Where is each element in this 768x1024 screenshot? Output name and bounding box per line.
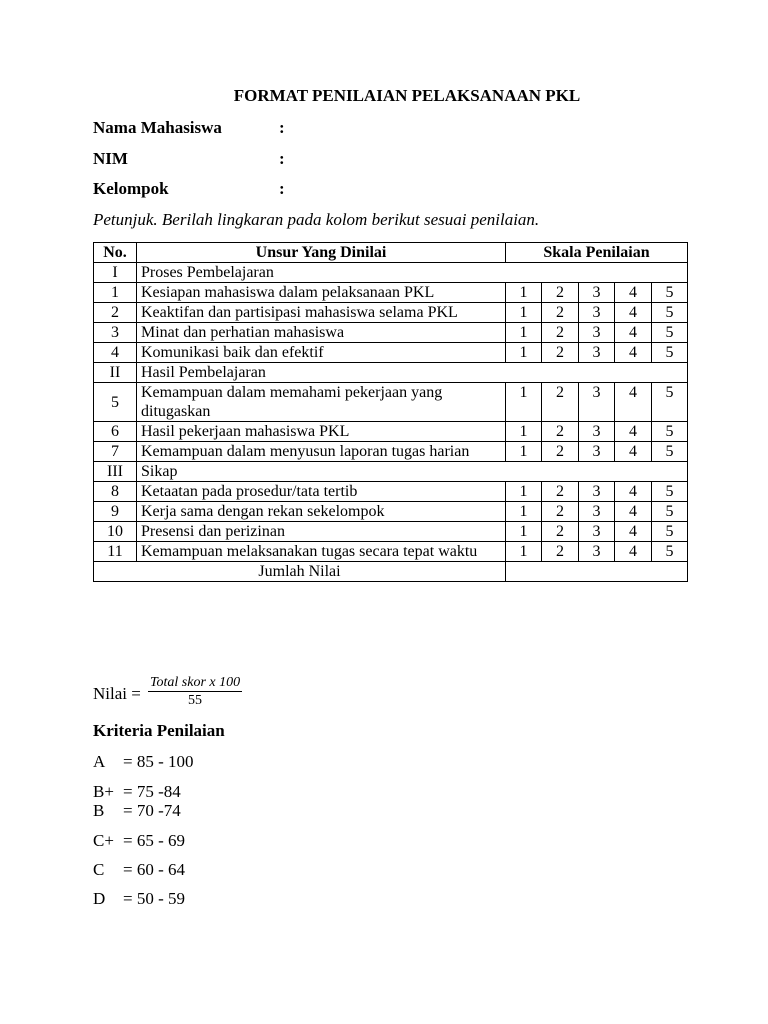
item-number: 3 <box>94 323 137 343</box>
field-label: Nama Mahasiswa <box>93 118 222 137</box>
item-criterion: Keaktifan dan partisipasi mahasiswa selama PKL <box>137 303 506 323</box>
item-criterion: Kemampuan dalam memahami pekerjaan yang ditugaskan <box>137 383 506 422</box>
item-criterion: Kemampuan dalam menyusun laporan tugas harian <box>137 442 506 462</box>
form-title: FORMAT PENILAIAN PELAKSANAAN PKL <box>233 86 581 105</box>
scale-option-3[interactable]: 3 <box>579 422 615 442</box>
scale-option-2[interactable]: 2 <box>542 422 579 442</box>
grade-letter: D <box>93 889 106 908</box>
item-number: 7 <box>94 442 137 462</box>
scale-option-1[interactable]: 1 <box>506 383 542 422</box>
scale-option-5[interactable]: 5 <box>652 283 688 303</box>
scale-option-3[interactable]: 3 <box>579 542 615 562</box>
header-no: No. <box>94 243 137 263</box>
section-number: I <box>94 263 137 283</box>
item-number: 8 <box>94 482 137 502</box>
scale-option-2[interactable]: 2 <box>542 323 579 343</box>
grade-letter: B <box>93 801 105 820</box>
scale-option-3[interactable]: 3 <box>579 522 615 542</box>
table-row <box>94 522 688 542</box>
scale-option-4[interactable]: 4 <box>615 502 652 522</box>
item-criterion: Komunikasi baik dan efektif <box>137 343 506 363</box>
table-body <box>94 263 688 582</box>
scale-option-3[interactable]: 3 <box>579 442 615 462</box>
grade-range: = 75 -84 <box>123 782 181 801</box>
scale-option-2[interactable]: 2 <box>542 542 579 562</box>
scale-option-1[interactable]: 1 <box>506 303 542 323</box>
scale-option-3[interactable]: 3 <box>579 283 615 303</box>
header-scale: Skala Penilaian <box>506 243 688 263</box>
grade-range: = 65 - 69 <box>123 831 185 850</box>
scale-option-1[interactable]: 1 <box>506 442 542 462</box>
field-nama-mahasiswa <box>93 118 285 138</box>
grade-row <box>93 860 185 880</box>
scale-option-4[interactable]: 4 <box>615 323 652 343</box>
item-criterion: Presensi dan perizinan <box>137 522 506 542</box>
table-row <box>94 422 688 442</box>
scale-option-1[interactable]: 1 <box>506 502 542 522</box>
grade-range: = 60 - 64 <box>123 860 185 879</box>
item-criterion: Minat dan perhatian mahasiswa <box>137 323 506 343</box>
scale-option-2[interactable]: 2 <box>542 343 579 363</box>
grade-row <box>93 831 185 851</box>
table-row <box>94 482 688 502</box>
grade-range: = 85 - 100 <box>123 752 194 771</box>
scale-option-4[interactable]: 4 <box>615 422 652 442</box>
item-number: 2 <box>94 303 137 323</box>
scale-option-3[interactable]: 3 <box>579 502 615 522</box>
section-row <box>94 462 688 482</box>
assessment-table <box>93 242 688 582</box>
section-number: II <box>94 363 137 383</box>
section-title: Proses Pembelajaran <box>137 263 688 283</box>
item-number: 5 <box>94 383 137 422</box>
scale-option-2[interactable]: 2 <box>542 482 579 502</box>
formula-denominator: 55 <box>188 693 203 708</box>
grade-letter: A <box>93 752 106 771</box>
scale-option-5[interactable]: 5 <box>652 542 688 562</box>
scale-option-3[interactable]: 3 <box>579 323 615 343</box>
scale-option-5[interactable]: 5 <box>652 522 688 542</box>
grade-letter: C+ <box>93 831 114 850</box>
section-row <box>94 363 688 383</box>
field-colon: : <box>279 149 285 168</box>
table-row <box>94 383 688 422</box>
item-criterion: Hasil pekerjaan mahasiswa PKL <box>137 422 506 442</box>
scale-option-4[interactable]: 4 <box>615 383 652 422</box>
formula-numerator: Total skor x 100 <box>150 675 241 690</box>
scale-option-1[interactable]: 1 <box>506 422 542 442</box>
scale-option-4[interactable]: 4 <box>615 343 652 363</box>
scale-option-2[interactable]: 2 <box>542 442 579 462</box>
scale-option-3[interactable]: 3 <box>579 343 615 363</box>
criteria-title: Kriteria Penilaian <box>93 721 225 740</box>
total-value-cell[interactable] <box>506 562 688 582</box>
table-row <box>94 542 688 562</box>
scale-option-5[interactable]: 5 <box>652 422 688 442</box>
scale-option-4[interactable]: 4 <box>615 522 652 542</box>
table-row <box>94 323 688 343</box>
scale-option-3[interactable]: 3 <box>579 383 615 422</box>
field-colon: : <box>279 118 285 137</box>
scale-option-4[interactable]: 4 <box>615 482 652 502</box>
grade-row <box>93 752 194 772</box>
item-number: 4 <box>94 343 137 363</box>
scale-option-2[interactable]: 2 <box>542 522 579 542</box>
scale-option-5[interactable]: 5 <box>652 323 688 343</box>
scale-option-2[interactable]: 2 <box>542 383 579 422</box>
item-number: 11 <box>94 542 137 562</box>
scale-option-5[interactable]: 5 <box>652 343 688 363</box>
total-row <box>94 562 688 582</box>
scale-option-1[interactable]: 1 <box>506 522 542 542</box>
grade-letter: B+ <box>93 782 114 801</box>
section-row <box>94 263 688 283</box>
grade-row <box>93 782 181 802</box>
table-header-row <box>94 243 688 263</box>
scale-option-5[interactable]: 5 <box>652 442 688 462</box>
grade-row <box>93 801 181 821</box>
table-row <box>94 303 688 323</box>
scale-option-1[interactable]: 1 <box>506 542 542 562</box>
scale-option-2[interactable]: 2 <box>542 283 579 303</box>
grade-range: = 50 - 59 <box>123 889 185 908</box>
scale-option-2[interactable]: 2 <box>542 303 579 323</box>
table-row <box>94 343 688 363</box>
item-number: 10 <box>94 522 137 542</box>
table-row <box>94 502 688 522</box>
field-label: NIM <box>93 149 128 168</box>
item-number: 9 <box>94 502 137 522</box>
grade-row <box>93 889 185 909</box>
scale-option-2[interactable]: 2 <box>542 502 579 522</box>
item-criterion: Ketaatan pada prosedur/tata tertib <box>137 482 506 502</box>
formula-fraction <box>148 675 242 709</box>
scale-option-1[interactable]: 1 <box>506 482 542 502</box>
scale-option-4[interactable]: 4 <box>615 283 652 303</box>
item-criterion: Kesiapan mahasiswa dalam pelaksanaan PKL <box>137 283 506 303</box>
formula-label: Nilai = <box>93 684 141 703</box>
scale-option-4[interactable]: 4 <box>615 542 652 562</box>
section-title: Sikap <box>137 462 688 482</box>
scale-option-1[interactable]: 1 <box>506 283 542 303</box>
section-number: III <box>94 462 137 482</box>
section-title: Hasil Pembelajaran <box>137 363 688 383</box>
header-item: Unsur Yang Dinilai <box>137 243 506 263</box>
scale-option-5[interactable]: 5 <box>652 482 688 502</box>
scale-option-3[interactable]: 3 <box>579 482 615 502</box>
scale-option-4[interactable]: 4 <box>615 442 652 462</box>
scale-option-1[interactable]: 1 <box>506 323 542 343</box>
scale-option-1[interactable]: 1 <box>506 343 542 363</box>
total-label: Jumlah Nilai <box>94 562 506 582</box>
grade-range: = 70 -74 <box>123 801 181 820</box>
item-number: 1 <box>94 283 137 303</box>
field-kelompok <box>93 179 285 199</box>
table-row <box>94 442 688 462</box>
item-criterion: Kerja sama dengan rekan sekelompok <box>137 502 506 522</box>
scale-option-5[interactable]: 5 <box>652 383 688 422</box>
instruction-text: Petunjuk. Berilah lingkaran pada kolom berikut sesuai penilaian. <box>93 210 540 229</box>
scale-option-4[interactable]: 4 <box>615 303 652 323</box>
item-number: 6 <box>94 422 137 442</box>
item-criterion: Kemampuan melaksanakan tugas secara tepat waktu <box>137 542 506 562</box>
field-label: Kelompok <box>93 179 169 198</box>
table-row <box>94 283 688 303</box>
scale-option-3[interactable]: 3 <box>579 303 615 323</box>
field-nim <box>93 149 285 169</box>
field-colon: : <box>279 179 285 198</box>
grade-letter: C <box>93 860 105 879</box>
scale-option-5[interactable]: 5 <box>652 303 688 323</box>
scale-option-5[interactable]: 5 <box>652 502 688 522</box>
